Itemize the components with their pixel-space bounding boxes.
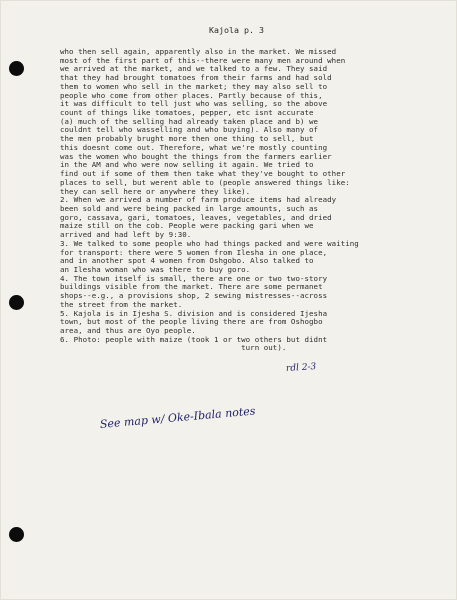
text-line: maize still on the cob. People were packing gari when we [60, 221, 314, 231]
text-line: it was difficult to tell just who was selling, so the above [60, 99, 328, 109]
text-line: turn out). [60, 343, 287, 353]
text-line: 4. The town itself is small, there are one or two two-story [60, 273, 328, 283]
text-line: places to sell, but werent able to (people answered things like: [60, 177, 350, 187]
text-line: town, but most of the people living there are from Oshogbo [60, 317, 323, 327]
handwritten-initials: rdl 2-3 [285, 361, 317, 375]
page-header: Kajola p. 3 [209, 25, 264, 35]
punch-hole [9, 527, 24, 542]
text-line: most of the first part of this--there were many men around when [60, 55, 346, 65]
text-line: count of things like tomatoes, pepper, etc isnt accurate [60, 108, 314, 118]
text-line: buildings visible from the market. There are some permanet [60, 282, 323, 292]
text-line: and in another spot 4 women from Oshgobo. Also talked to [60, 256, 314, 266]
punch-hole [9, 61, 24, 76]
text-line: 5. Kajola is in Ijesha S. division and is considered Ijesha [60, 308, 328, 318]
text-line: been sold and were being packed in large amounts, such as [60, 203, 319, 213]
text-line: find out if some of them then take what they've bought to other [60, 169, 346, 179]
text-line: they can sell here or anywhere they like). [60, 186, 251, 196]
text-line: area, and thus are Oyo people. [60, 326, 196, 335]
text-line: arrived and had left by 9:30. [60, 230, 192, 240]
text-line: who then sell again, apparently also in the market. We missed [60, 47, 337, 56]
typed-notes [60, 48, 450, 353]
text-line: the street from the market. [60, 299, 183, 309]
text-line: 3. We talked to some people who had things packed and were waiting [60, 238, 359, 248]
text-line: shops--e.g., a provisions shop, 2 sewing mistresses--across [60, 291, 328, 301]
punch-hole [9, 295, 24, 310]
text-line: (a) much of the selling had already taken place and b) we [60, 116, 319, 126]
text-line: that they had brought tomatoes from their farms and had sold [60, 73, 332, 83]
text-line: them to women who sell in the market; they may also sell to [60, 81, 328, 91]
text-line: for transport: there were 5 women from Ilesha in one place, [60, 247, 328, 257]
text-line: an Ilesha woman who was there to buy goro. [60, 264, 251, 274]
text-line: the men probably brught more then one thing to sell, but [60, 134, 314, 144]
text-line: goro, cassava, gari, tomatoes, leaves, vegetables, and dried [60, 212, 332, 222]
text-line: 6. Photo: people with maize (took 1 or two others but didnt [60, 334, 328, 344]
text-line: people who come from other places. Partly because of this, [60, 90, 323, 100]
text-line: we arrived at the market, and we talked to a few. They said [60, 64, 328, 74]
text-line: couldnt tell who wasselling and who buying). Also many of [60, 125, 319, 135]
handwritten-note: See map w/ Oke-Ibala notes [99, 404, 256, 431]
text-line: in the AM and who were now selling it again. We tried to [60, 160, 314, 170]
text-line: 2. When we arrived a number of farm produce items had already [60, 195, 337, 205]
text-line: was the women who bought the things from the farmers earlier [60, 151, 332, 161]
text-line: this doesnt come out. Therefore, what we're mostly counting [60, 142, 328, 152]
